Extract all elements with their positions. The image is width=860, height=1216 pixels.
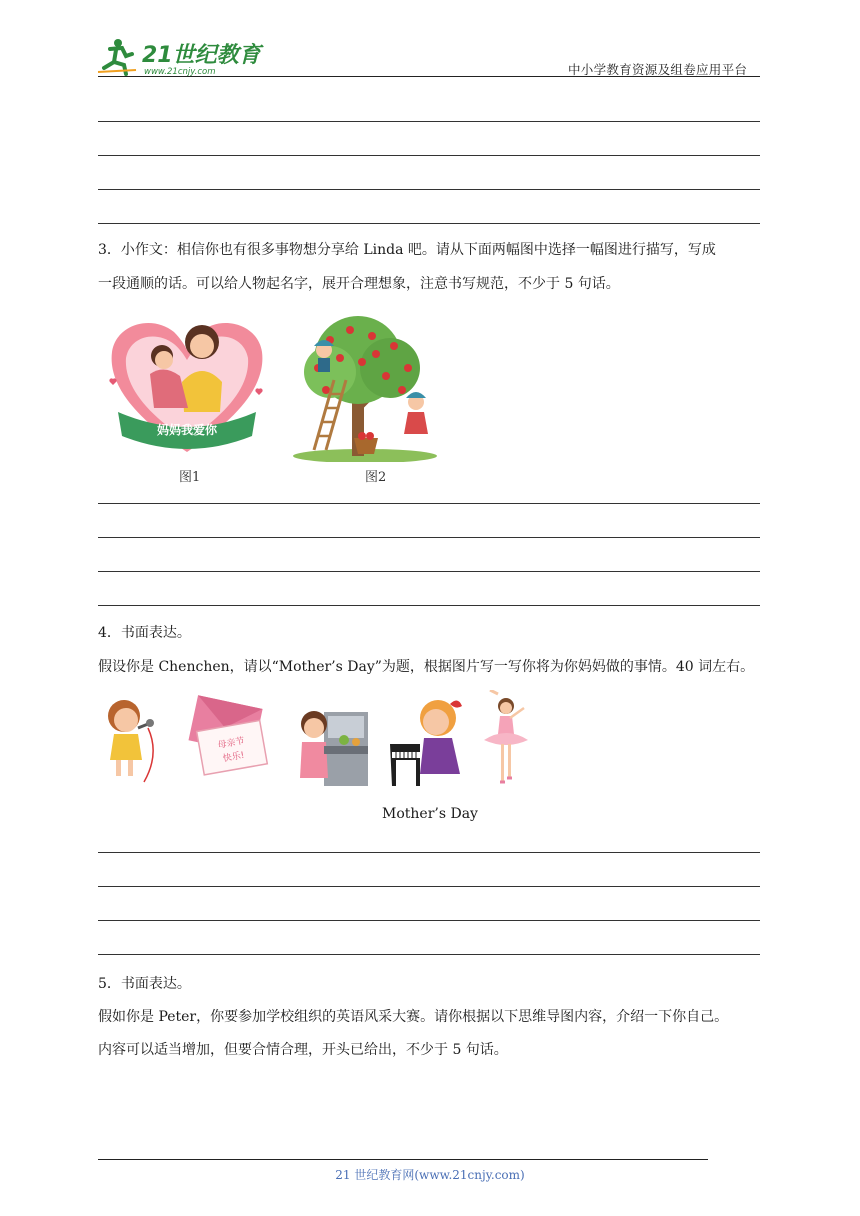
q3-pic1-banner-text: 妈妈我爱你 (156, 423, 218, 437)
answer-line (98, 121, 760, 122)
answer-line (98, 886, 760, 887)
footer-divider (98, 1159, 708, 1160)
q3-pic2-caption: 图2 (365, 470, 387, 485)
answer-line (98, 954, 760, 955)
q5-text-line1: 假如你是 Peter，你要参加学校组织的英语风采大赛。请你根据以下思维导图内容，介绍一下你自己。 (98, 1009, 729, 1025)
answer-line (98, 189, 760, 190)
answer-line (98, 605, 760, 606)
q3-text-line1: 3．小作文：相信你也有很多事物想分享给 Linda 吧。请从下面两幅图中选择一幅图进行描写，写成 (98, 242, 716, 258)
q4-title: 4．书面表达。 (98, 625, 191, 641)
answer-line (98, 503, 760, 504)
q5-text-line2: 内容可以适当增加，但要合情合理，开头已给出，不少于 5 句话。 (98, 1042, 508, 1058)
q4-picture-caption: Mother’s Day (382, 806, 478, 822)
q3-text-line2: 一段通顺的话。可以给人物起名字，展开合理想象，注意书写规范，不少于 5 句话。 (98, 276, 620, 292)
answer-line (98, 852, 760, 853)
platform-name: 中小学教育资源及组卷应用平台 (568, 62, 748, 77)
header-divider (98, 76, 760, 77)
answer-line (98, 571, 760, 572)
q4-prompt: 假设你是 Chenchen，请以“Mother’s Day”为题，根据图片写一写你将为你妈妈做的事情。40 词左右。 (98, 659, 755, 675)
runner-icon (98, 39, 136, 74)
logo-url-text: www.21cnjy.com (144, 67, 216, 77)
answer-line (98, 155, 760, 156)
q3-pic1-caption: 图1 (179, 470, 201, 485)
q4-pic-card (180, 694, 272, 780)
q4-pic-cooking-girl (294, 706, 370, 788)
q4-pic-ballet-girl (480, 690, 532, 788)
site-logo (92, 34, 267, 78)
q4-pic-piano-girl (390, 694, 468, 786)
q4-card-text-2: 快乐! (222, 750, 246, 765)
answer-line (98, 223, 760, 224)
footer-site-link[interactable]: 21 世纪教育网(www.21cnjy.com) (335, 1168, 525, 1182)
answer-line (98, 920, 760, 921)
answer-line (98, 537, 760, 538)
q4-card-text-1: 母亲节 (217, 736, 246, 751)
q4-pic-singing-girl (100, 694, 162, 786)
q5-title: 5．书面表达。 (98, 976, 191, 992)
q3-picture-1 (104, 312, 270, 458)
logo-text: 21世纪教育 (142, 43, 261, 68)
q3-picture-2 (290, 310, 440, 462)
